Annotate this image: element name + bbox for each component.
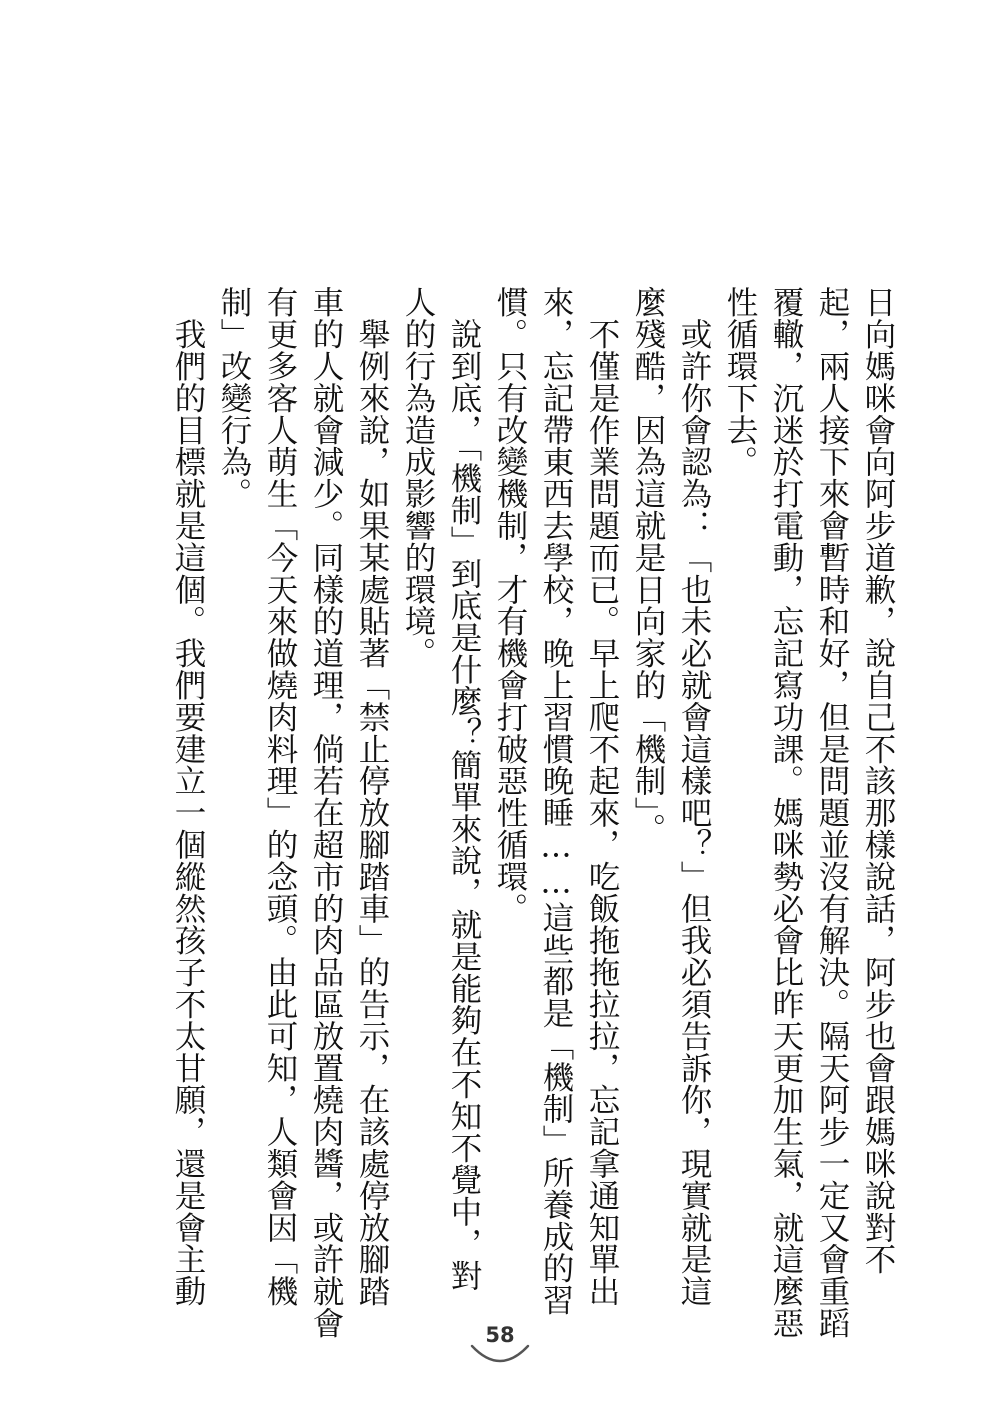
text-column: 不僅是作業問題而已。早上爬不起來，吃飯拖拖拉拉，忘記拿通知單出	[584, 286, 620, 1307]
page-number-arc-decoration	[468, 1340, 532, 1368]
text-column: 制」改變行為。	[216, 286, 252, 510]
text-column: 起，兩人接下來會暫時和好，但是問題並沒有解決。隔天阿步一定又會重蹈	[814, 286, 850, 1339]
text-column: 我們的目標就是這個。我們要建立一個縱然孩子不太甘願，還是會主動	[170, 286, 206, 1307]
text-column: 或許你會認為：「也未必就會這樣吧？」但我必須告訴你，現實就是這	[676, 286, 712, 1307]
page-footer	[460, 1322, 540, 1382]
text-column: 慣。只有改變機制，才有機會打破惡性循環。	[492, 286, 528, 924]
page-number: 58	[485, 1323, 515, 1347]
text-column: 人的行為造成影響的環境。	[400, 286, 436, 669]
text-column: 車的人就會減少。同樣的道理，倘若在超市的肉品區放置燒肉醬，或許就會	[308, 286, 344, 1339]
text-column: 覆轍，沉迷於打電動，忘記寫功課。媽咪勢必會比昨天更加生氣，就這麼惡	[768, 286, 804, 1339]
text-column: 日向媽咪會向阿步道歉，說自己不該那樣說話，阿步也會跟媽咪說對不	[860, 286, 896, 1275]
text-column: 有更多客人萌生「今天來做燒肉料理」的念頭。由此可知，人類會因「機	[262, 286, 298, 1307]
text-column: 性循環下去。	[722, 286, 758, 478]
text-column: 舉例來說，如果某處貼著「禁止停放腳踏車」的告示，在該處停放腳踏	[354, 286, 390, 1307]
text-column: 來，忘記帶東西去學校，晚上習慣晚睡……這些都是「機制」所養成的習	[538, 286, 574, 1316]
text-column: 說到底，「機制」到底是什麼？簡單來說，就是能夠在不知不覺中，對	[446, 286, 482, 1292]
text-column: 麼殘酷，因為這就是日向家的「機制」。	[630, 286, 666, 845]
